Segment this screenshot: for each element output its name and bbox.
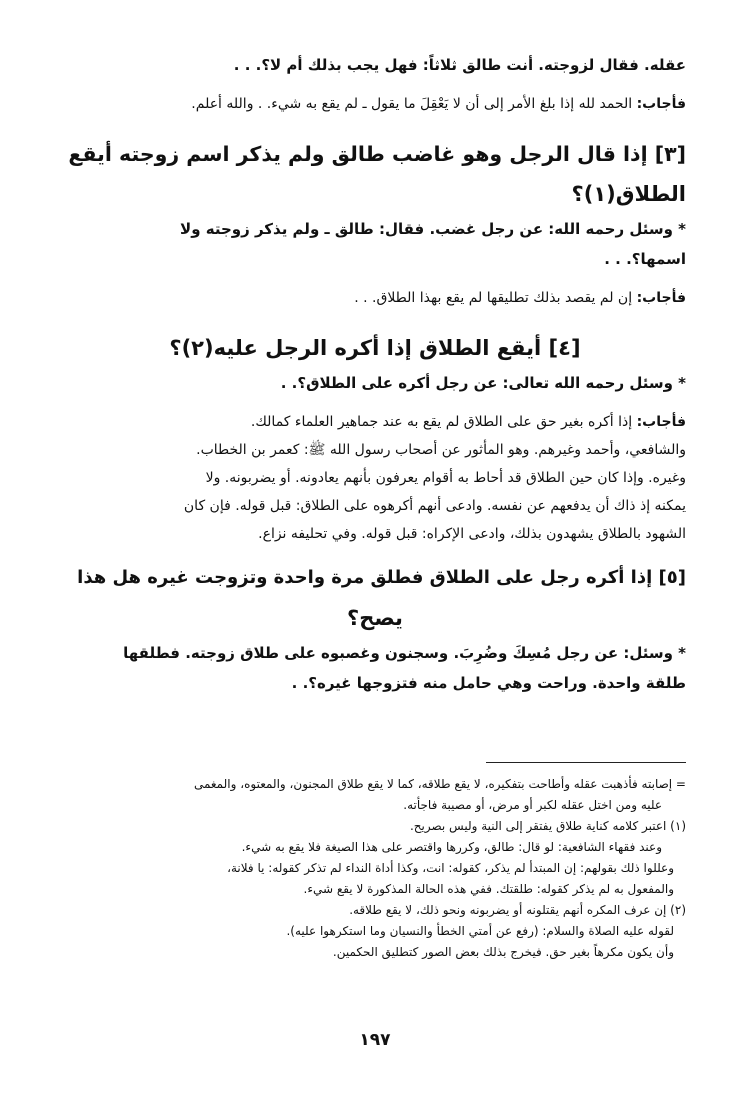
- main-text: [64, 50, 686, 698]
- answer-line: يمكنه إذ ذاك أن يدفعهم عن نفسه. وادعى أنهم أكرهوه على الطلاق: قبل قوله. فإن كان: [183, 498, 686, 514]
- section-heading-3-cont: الطلاق(١)؟: [571, 182, 686, 206]
- footnotes: [64, 774, 686, 963]
- question-line: طلقة واحدة. وراحت وهي حامل منه فتزوجها غيره؟. .: [291, 674, 686, 692]
- answer-line: وغيره. وإذا كان حين الطلاق قد أحاط به أقوام يعرفون بأنهم يعادونه. أو يضربونه. ولا: [205, 470, 686, 486]
- section-heading-5-cont: يصح؟: [347, 606, 403, 630]
- answer-text: الحمد لله إذا بلغ الأمر إلى أن لا يَعْقِلَ ما يقول ـ لم يقع به شيء. . والله أعلم.: [191, 96, 633, 112]
- footnote-line: عليه ومن اختل عقله لكبر أو مرض، أو مصيبة فاجأته.: [403, 798, 662, 812]
- answer-label: فأجاب:: [636, 290, 686, 306]
- footnote-1: (١) اعتبر كلامه كناية طلاق يفتقر إلى النية وليس بصريح.: [409, 819, 686, 833]
- answer-label: فأجاب:: [636, 96, 686, 112]
- answer-line: الشهود بالطلاق يشهدون بذلك، وادعى الإكراه: قبل قوله. وفي تحليفه نزاع.: [258, 526, 686, 542]
- footnote-2: (٢) إن عرف المكره أنهم يقتلونه أو يضربونه ونحو ذلك، لا يقع طلاقه.: [349, 903, 686, 917]
- section-heading-4: [٤] أيقع الطلاق إذا أكره الرجل عليه(٢)؟: [169, 336, 581, 360]
- question-line: * وسئل: عن رجل مُسِكَ وضُرِبَ. وسجنون وغصبوه على طلاق زوجته. فطلقها: [123, 644, 686, 662]
- footnote-line: وعللوا ذلك بقولهم: إن المبتدأ لم يذكر، كقوله: انت، وكذا أداة النداء لم تذكر كقوله: يا فلانة،: [227, 861, 674, 875]
- answer-text: إن لم يقصد بذلك تطليقها لم يقع بهذا الطلاق. . .: [354, 290, 633, 306]
- question-line: * وسئل رحمه الله: عن رجل غضب. فقال: طالق ـ ولم يذكر زوجته ولا: [180, 220, 686, 238]
- answer-line: والشافعي، وأحمد وغيرهم. وهو المأثور عن أصحاب رسول الله ﷺ: كعمر بن الخطاب.: [196, 442, 686, 458]
- footnote-divider: [486, 762, 686, 763]
- answer-line: [64, 284, 686, 312]
- footnote-line: = إصابته فأذهبت عقله وأطاحت بتفكيره، لا يقع طلاقه، كما لا يقع طلاق المجنون، والمعتوه، والمغمى: [193, 777, 686, 791]
- question-line: * وسئل رحمه الله تعالى: عن رجل أكره على الطلاق؟. .: [280, 374, 686, 392]
- answer-line: [64, 408, 686, 436]
- paragraph-line: عقله. فقال لزوجته. أنت طالق ثلاثاً: فهل يجب بذلك أم لا؟. . .: [233, 56, 686, 74]
- answer-line: [64, 90, 686, 118]
- section-heading-5: [٥] إذا أكره رجل على الطلاق فطلق مرة واحدة وتزوجت غيره هل هذا: [77, 567, 686, 588]
- question-line: اسمها؟. . .: [604, 250, 686, 268]
- answer-text: إذا أكره بغير حق على الطلاق لم يقع به عند جماهير العلماء كمالك.: [250, 414, 633, 430]
- answer-label: فأجاب:: [636, 414, 686, 430]
- footnote-line: لقوله عليه الصلاة والسلام: (رفع عن أمتي الخطأ والنسيان وما استكرهوا عليه).: [286, 924, 674, 938]
- footnote-line: وعند فقهاء الشافعية: لو قال: طالق، وكررها واقتصر على هذا الصيغة فلا يقع به شيء.: [241, 840, 662, 854]
- footnote-line: وأن يكون مكرهاً بغير حق. فيخرج بذلك بعض الصور كتطليق الحكمين.: [332, 945, 674, 959]
- section-heading-3: [٣] إذا قال الرجل وهو غاضب طالق ولم يذكر اسم زوجته أيقع: [68, 142, 686, 166]
- footnote-line: والمفعول به لم يذكر كقوله: طلقتك. ففي هذه الحالة المذكورة لا يقع شيء.: [303, 882, 674, 896]
- page-number: ١٩٧: [359, 1030, 391, 1050]
